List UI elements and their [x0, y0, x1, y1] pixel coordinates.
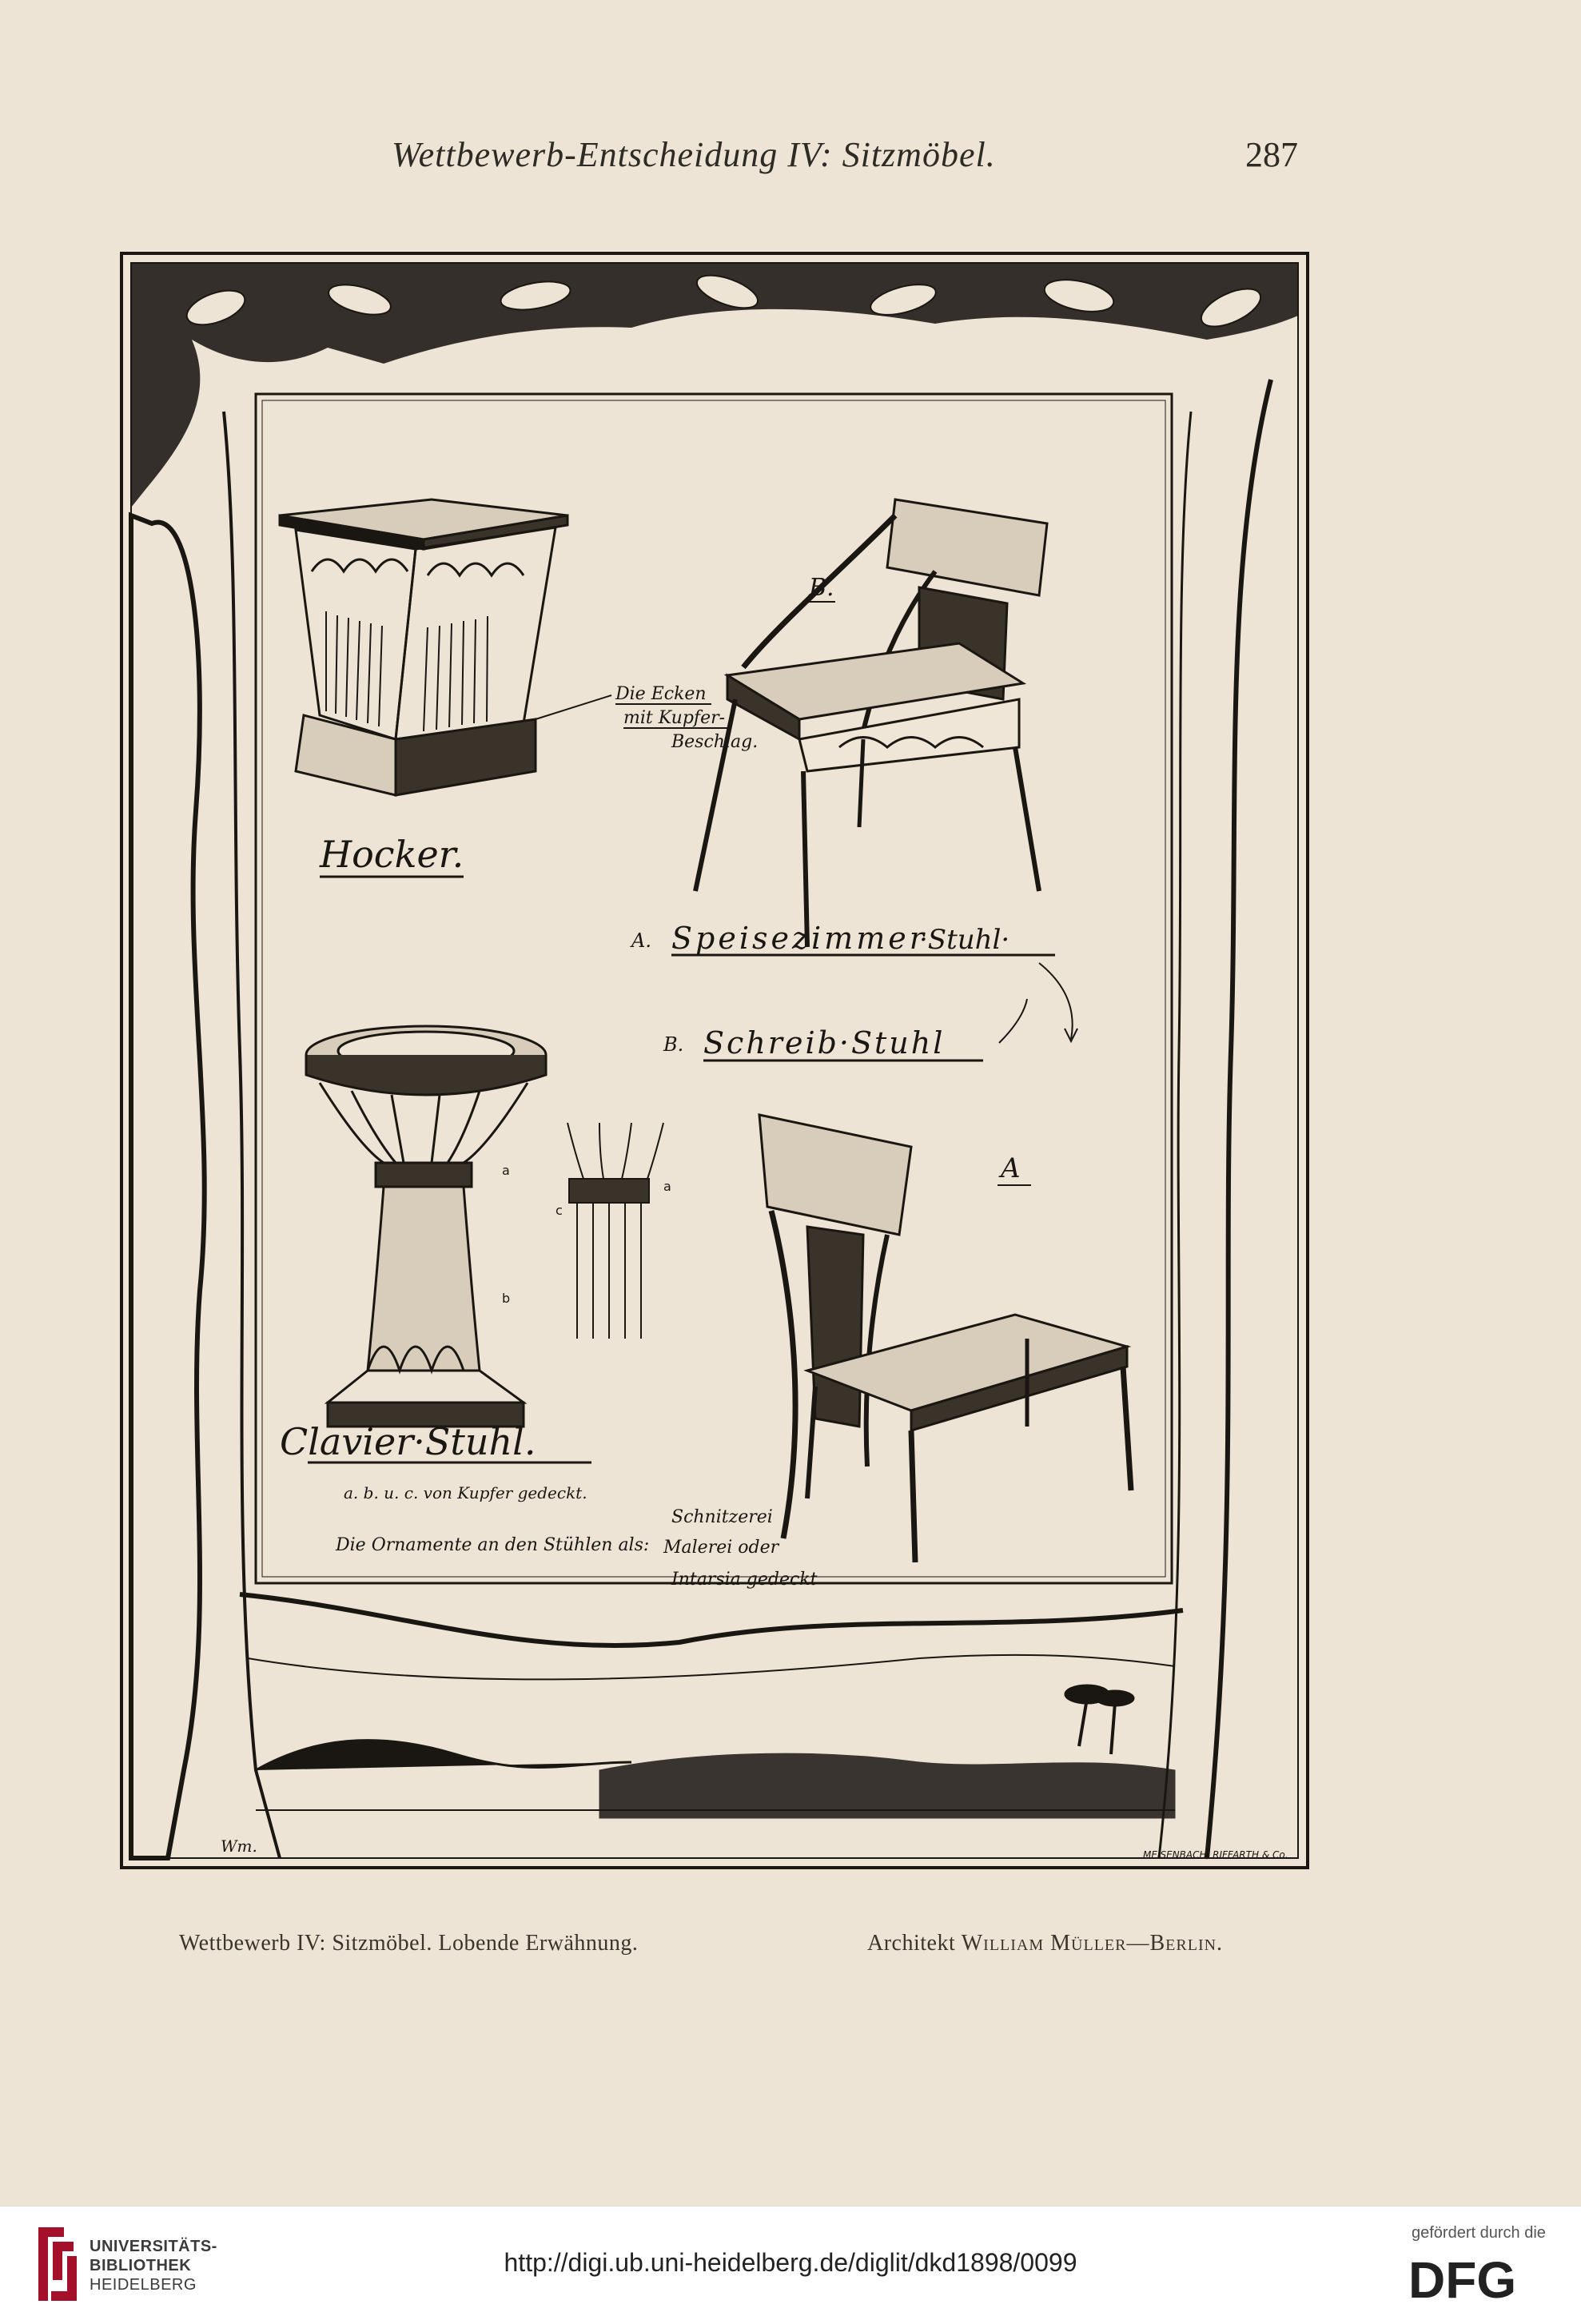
clavier-mark-b: b	[502, 1291, 511, 1306]
speisezimmer-title: Speisezimmer	[671, 921, 927, 956]
left-trunk	[131, 515, 205, 1858]
detail-mark-a: a	[663, 1179, 671, 1194]
clavier-mark-a: a	[502, 1163, 510, 1178]
running-title: Wettbewerb-Entscheidung IV: Sitzmöbel.	[392, 135, 996, 174]
caption-architect-prefix: Architekt	[867, 1931, 962, 1956]
viewer-footer	[0, 2206, 1581, 2324]
label-b: B.	[663, 1033, 684, 1056]
landscape	[240, 1594, 1183, 1818]
caption-left: Wettbewerb IV: Sitzmöbel. Lobende Erwähnung.	[179, 1931, 639, 1956]
plate-caption	[0, 1931, 1581, 1963]
caption-right	[867, 1931, 1223, 1956]
right-trunk	[1207, 380, 1271, 1858]
dfg-logo-icon[interactable]	[1408, 2254, 1560, 2304]
library-name-line-3: HEIDELBERG	[90, 2276, 197, 2294]
artist-signature: Wm.	[221, 1837, 257, 1856]
library-name-line-1: UNIVERSITÄTS-	[90, 2238, 217, 2255]
printer-credit: MEISENBACH, RIFFARTH & Co.	[1143, 1849, 1288, 1860]
malerei-note: Malerei oder	[663, 1538, 779, 1558]
funded-by-label: gefördert durch die	[1412, 2224, 1546, 2242]
ecken-line-1: Die Ecken	[615, 684, 707, 704]
label-a: A.	[631, 929, 651, 952]
clavier-title: Clavier·Stuhl.	[280, 1420, 536, 1463]
illustration-plate	[120, 252, 1309, 1869]
caption-architect-name: William Müller—Berlin.	[961, 1931, 1224, 1956]
ecken-line-2: mit Kupfer-	[623, 708, 726, 728]
running-head	[0, 134, 1581, 182]
page-number: 287	[1245, 135, 1298, 174]
dfg-logo-text: DFG	[1408, 2254, 1517, 2304]
speise-stuhl-title: ·Stuhl·	[919, 924, 1010, 956]
ornamente-note: Die Ornamente an den Stühlen als:	[336, 1535, 650, 1555]
intarsia-note: Intarsia gedeckt	[671, 1570, 818, 1590]
chair-b-mark: B.	[809, 574, 834, 602]
detail-mark-c: c	[556, 1203, 563, 1218]
schnitzerei-note: Schnitzerei	[671, 1507, 773, 1527]
schreib-stuhl-title: Schreib·Stuhl	[703, 1025, 946, 1061]
permalink-url[interactable]: http://digi.ub.uni-heidelberg.de/diglit/dkd1898/0099	[504, 2248, 1077, 2277]
kupfer-note: a. b. u. c. von Kupfer gedeckt.	[344, 1483, 587, 1502]
plate-drawing	[120, 252, 1309, 1869]
ecken-line-3: Beschlag.	[671, 732, 759, 752]
hocker-title: Hocker.	[320, 833, 464, 876]
library-name-line-2: BIBLIOTHEK	[90, 2257, 192, 2274]
chair-a-mark: A	[1001, 1152, 1021, 1184]
